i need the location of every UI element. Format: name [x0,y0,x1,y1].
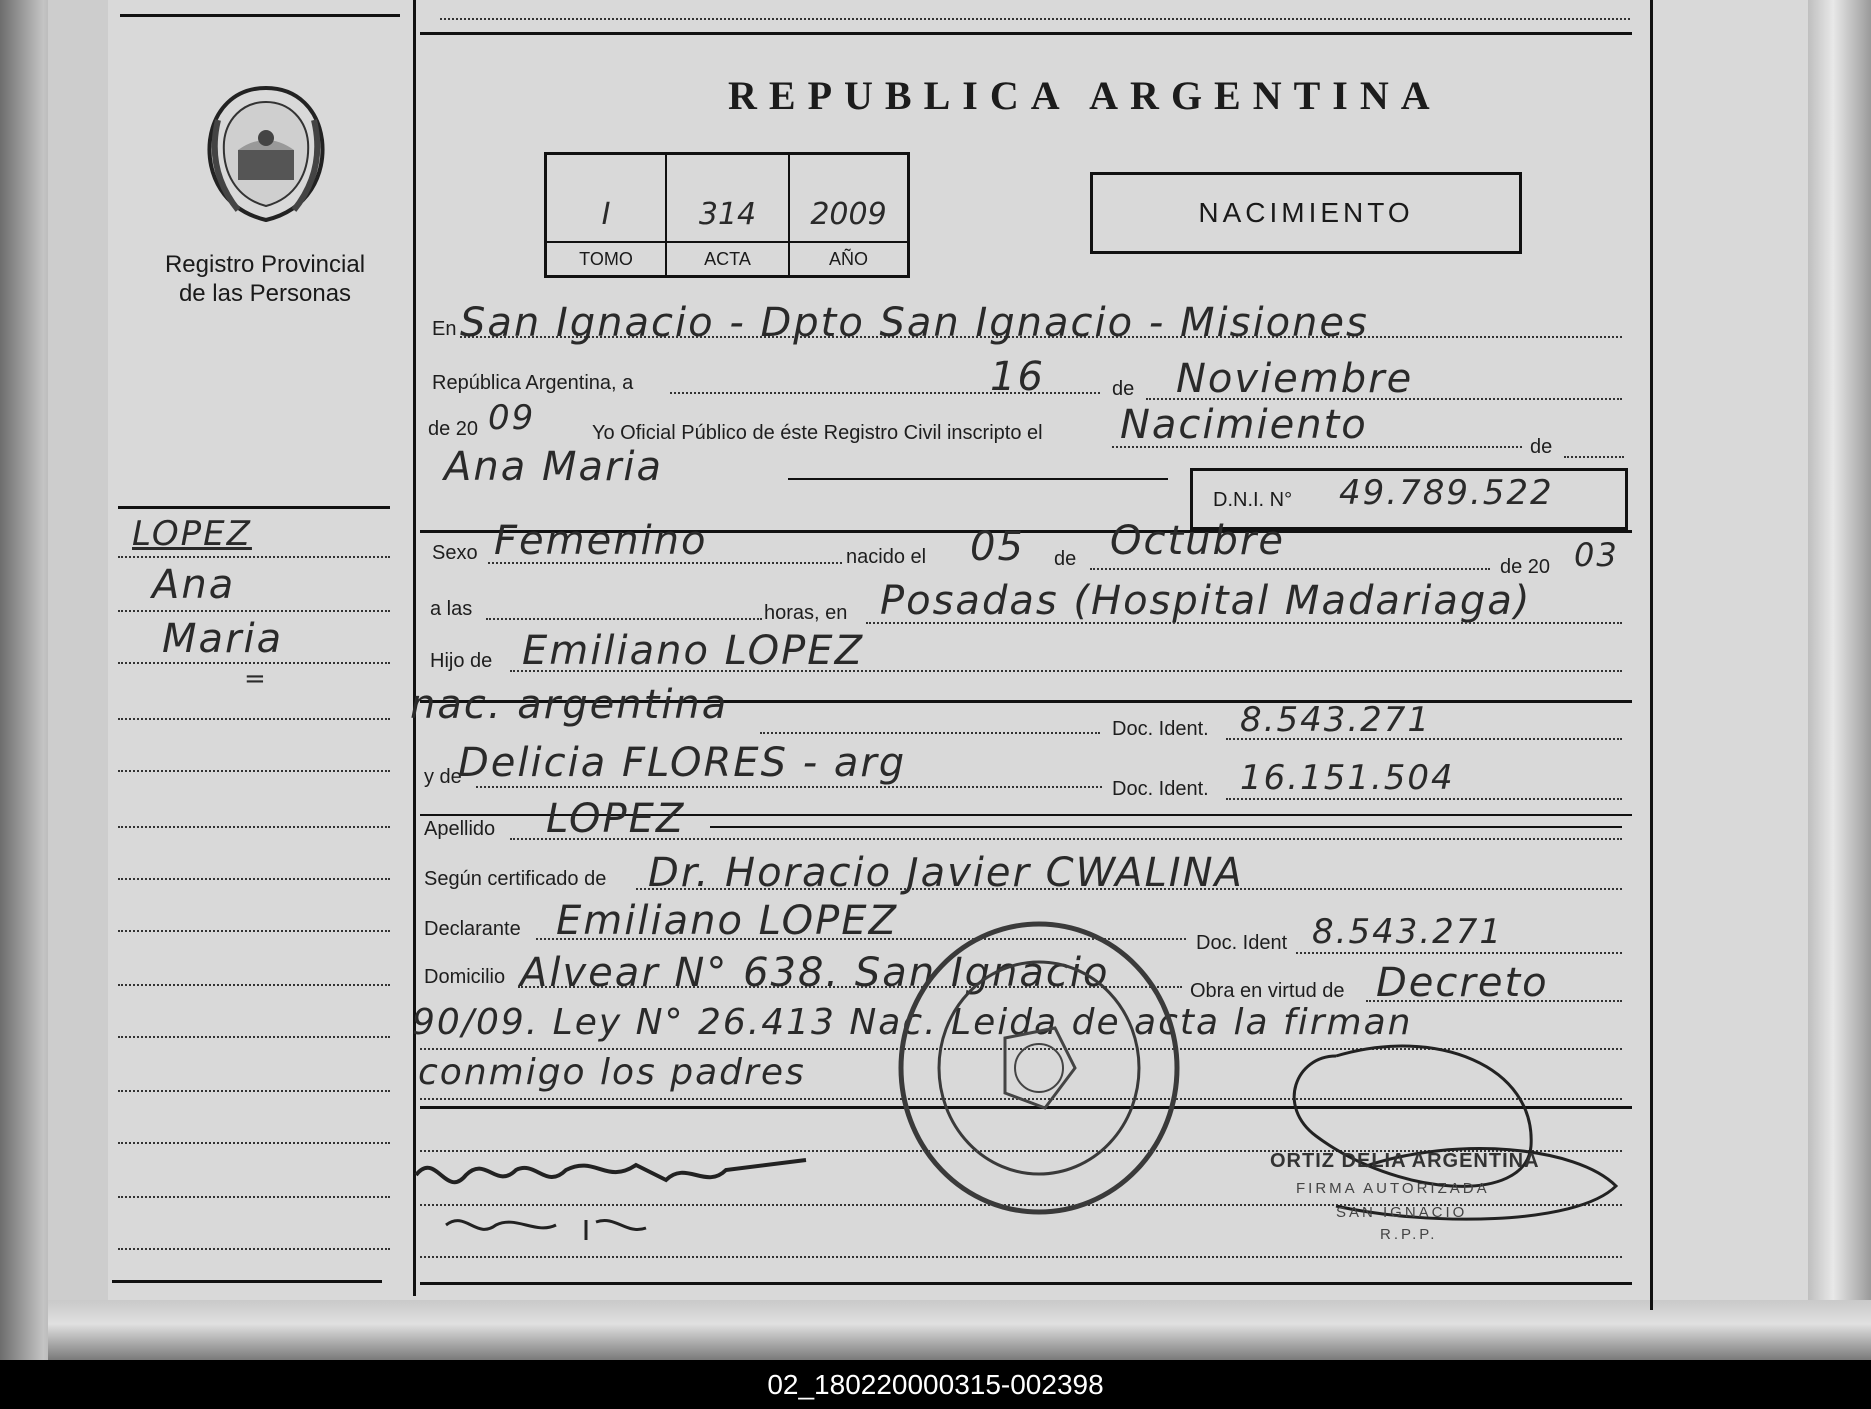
child-name-value: Ana Maria [444,444,664,490]
certificate-value: Dr. Horacio Javier CWALINA [648,850,1244,896]
anio-value: 2009 [810,197,887,232]
label-a-las: a las [430,598,473,620]
birth-month-value: Octubre [1110,518,1285,564]
label-dni: D.N.I. N° [1213,489,1293,511]
legal-line-2-value: conmigo los padres [418,1052,806,1093]
legal-line-value: 90/09. Ley N° 26.413 Nac. Leida de acta la firman [412,1002,1413,1043]
label-doc-ident: Doc. Ident. [1112,718,1209,740]
dotted-line [1090,568,1490,570]
label-domicilio: Domicilio [424,966,506,988]
frame-right [1650,0,1653,1310]
margin-dotted-line [118,1142,390,1144]
margin-dotted-line [118,878,390,880]
page-edge-bottom [48,1300,1871,1360]
father-nationality-value: nac. argentina [410,682,729,728]
address-value: Alvear N° 638. San Ignacio [520,950,1110,996]
margin-dotted-line [118,1248,390,1250]
label-en: En [432,318,457,340]
label-horas-en: horas, en [764,602,848,624]
acta-label: ACTA [667,241,788,275]
image-code: 02_180220000315-002398 [0,1360,1871,1409]
dotted-line [476,786,1102,788]
father-signature [406,1140,826,1250]
father-doc-value: 8.543.271 [1240,700,1432,740]
official-name: ORTIZ DELIA ARGENTINA [1270,1150,1540,1172]
margin-name: Ana [152,562,236,608]
place-value: San Ignacio - Dpto San Ignacio - Misiones [460,300,1369,346]
page-edge-right [1808,0,1871,1360]
dni-value: 49.789.522 [1339,473,1554,513]
margin-dotted-line [118,930,390,932]
official-office: SAN IGNACIO [1336,1204,1468,1221]
label-de-20: de 20 [1500,556,1551,578]
decree-value: Decreto [1376,960,1549,1006]
label-nacido: nacido el [846,546,927,568]
dotted-rule [440,18,1630,20]
official-stamp-icon [895,918,1183,1218]
declarant-doc-value: 8.543.271 [1312,912,1504,952]
provincial-seal-icon [198,80,334,228]
country-title: REPUBLICA ARGENTINA [728,73,1442,118]
margin-dotted-line [118,1090,390,1092]
dotted-line [1226,798,1622,800]
margin-dotted-line [118,826,390,828]
inscribed-value: Nacimiento [1120,402,1368,448]
label-yo-oficial: Yo Oficial Público de éste Registro Civil inscripto el [592,422,1043,444]
margin-surname: LOPEZ [132,514,252,554]
sex-value: Femenino [494,518,708,564]
label-hijo-de: Hijo de [430,650,493,672]
label-sexo: Sexo [432,542,478,564]
registry-name [150,250,380,308]
margin-dotted-line [118,1036,390,1038]
margin-mark: = [244,664,268,694]
month-value: Noviembre [1176,356,1414,402]
label-segun: Según certificado de [424,868,607,890]
birth-year-suffix-value: 03 [1574,536,1619,574]
birth-day-value: 05 [970,524,1025,570]
frame-line [120,14,400,17]
label-de: de [1530,436,1553,458]
frame-line [420,1282,1632,1285]
record-type-box: NACIMIENTO [1090,172,1522,254]
tomo-label: TOMO [547,241,665,275]
mother-value: Delicia FLORES - arg [458,740,907,786]
margin-name: Maria [162,616,284,662]
birth-place-value: Posadas (Hospital Madariaga) [880,578,1532,624]
register-table [544,152,910,278]
acta-value: 314 [698,197,757,232]
tomo-cell [547,155,667,275]
official-org: R.P.P. [1380,1226,1438,1243]
label-doc-ident: Doc. Ident. [1112,778,1209,800]
dotted-line [760,732,1100,734]
label-y-de: y de [424,766,462,788]
label-year-prefix: de 20 [428,418,479,440]
frame-divider [413,0,416,1296]
official-role: FIRMA AUTORIZADA [1296,1180,1490,1197]
margin-dotted-line [118,770,390,772]
label-de: de [1112,378,1135,400]
margin-rule [118,506,390,509]
label-doc-ident: Doc. Ident [1196,932,1288,954]
mother-doc-value: 16.151.504 [1240,758,1455,798]
margin-dotted-line [118,1196,390,1198]
registry-name-line: de las Personas [178,280,352,307]
dotted-line [1564,456,1624,458]
fill-line [788,478,1168,480]
label-obra: Obra en virtud de [1190,980,1345,1002]
margin-dotted-line [118,610,390,612]
fill-line [710,826,1622,828]
label-republica: República Argentina, a [432,372,634,394]
anio-cell [790,155,907,275]
frame-line [112,1280,382,1283]
label-apellido: Apellido [424,818,496,840]
label-declarante: Declarante [424,918,521,940]
label-de: de [1054,548,1077,570]
margin-dotted-line [118,984,390,986]
dotted-line [420,1256,1622,1258]
registry-name-line: Registro Provincial [164,251,366,278]
year-suffix-value: 09 [488,398,536,438]
declarant-value: Emiliano LOPEZ [556,898,898,944]
day-value: 16 [990,354,1045,400]
surname-value: LOPEZ [546,796,686,842]
frame-line [420,32,1632,35]
margin-dotted-line [118,556,390,558]
anio-label: AÑO [790,241,907,275]
dotted-line [486,618,762,620]
tomo-value: I [601,197,611,232]
father-value: Emiliano LOPEZ [522,628,864,674]
dotted-line [1296,952,1622,954]
acta-cell [667,155,790,275]
margin-dotted-line [118,718,390,720]
